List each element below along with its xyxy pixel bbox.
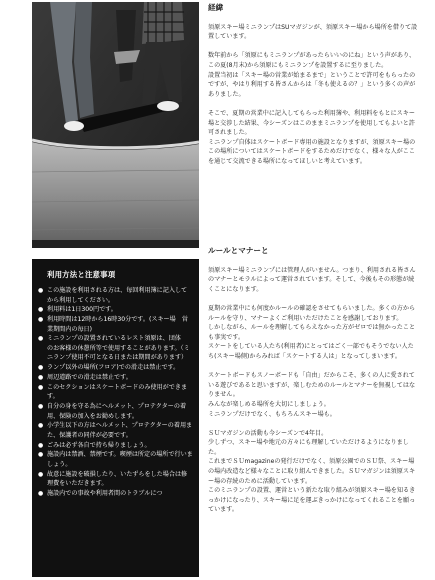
paragraph: ミニランプ自体はスケートボード専用の施設となりますが、須原スキー場のこの場所についてはスケートボードをするためだけでなく、様々な人がここを通じて交流できる場所になってほしいと考えています。 [208, 138, 416, 165]
paragraph: 数年前から「須原にもミニランプがあったらいいのにね」という声があり、この夏(8月末)から須原にもミニランプを設置するに至りました。 [208, 52, 416, 69]
notice-item: ● この施設を利用される方は、毎回利用簿に記入してから利用してください。 [38, 286, 193, 305]
notice-list [38, 286, 193, 499]
notice-item: ● ミニランプの設置されているレスト須原は、団体 のお客様の休憩所等で使用することがあります。（ミニランプ使用不可となる日または期間があります） [38, 334, 193, 363]
section-heading: ルールとマナーと [208, 246, 269, 255]
notice-item: ● 周辺道路での滑走は禁止です。 [38, 373, 193, 383]
notice-item: ● このセクションはスケートボードのみ使用ができます。 [38, 383, 193, 402]
rules-section [208, 245, 418, 515]
paragraph: そこで、夏期の営業中に記入してもらった利用簿や、利用料をもとにスキー場と交渉した結果、今シーズンはこのままミニランプを使用してもよいと許可されました。 [208, 109, 415, 137]
paragraph: 須原スキー場ミニランプには管理人がいません。つまり、利用される皆さんのマナーとモラルによって運営されています。そして、今後もその形態が続くことになります。 [208, 266, 416, 293]
notice-item: ● 小学生以下の方はヘルメット、プロテクターの着用また、保護者の同伴が必要です。 [38, 421, 193, 440]
paragraph: 少しずつ、スキー場や地元の方々にも理解していただけるようになりました。 [208, 439, 409, 456]
notice-item: ● ごみは必ず各自で持ち帰りましょう。 [38, 441, 193, 451]
notice-item: ● 利用料は1日300円です。 [38, 305, 193, 315]
paragraph: スケートをしている人たち(利用者)にとってはごく一部でもそうでない人たち(スキー場側)からみれば「スケートする人は」となってしまいます。 [208, 343, 414, 360]
paragraph: 須原スキー場ミニランプはSUマガジンが、須原スキー場から場所を借りて設置しています。 [208, 23, 418, 41]
paragraph: みんなが楽しめる場所を大切にしましょう。 [208, 400, 330, 408]
paragraph: ＳＵマガジンの活動も今シーズンで4年目。 [208, 429, 328, 437]
paragraph: 夏期の営業中にも何度かルールの確認をさせてもらいました。多くの方からルールを守り、マナーよくご利用いただけたことを感謝しております。 [208, 304, 416, 322]
notice-title: 利用方法と注意事項 [47, 270, 116, 279]
skateboard-ramp-photo [32, 2, 199, 248]
notice-item: ● 故意に施設を破損したり、いたずらをした場合は修理費をいただきます。 [38, 470, 193, 489]
notice-item: ● 施設内は禁酒、禁煙です。喫煙は所定の場所で行いましょう。 [38, 450, 193, 469]
history-section [208, 2, 418, 167]
paragraph: これまでＳＵmagazineの発行だけでなく、須原公園でのＳＵ祭、スキー場の場内改造など様々なことに取り組んできました。ＳＵマガジンは須原スキー場の存続のために活動しています。 [208, 458, 416, 485]
notice-item: ● 施設内での事故や利用者間のトラブルにつ [38, 489, 193, 499]
paragraph: ミニランプだけでなく、もちろんスキー場も。 [208, 410, 336, 418]
paragraph: このミニランプの設置、運営という新たな取り組みが須原スキー場を知るきっかけになったり、スキー場に足を運ぶきっかけになってくれることを願っています。 [208, 487, 416, 514]
paragraph: 設置当初は「スキー場の営業が始まるまで」ということで許可をもらったのですが、やはり利用する皆さんからは「冬も使えるの？」という多くの声がありました。 [208, 71, 416, 98]
notice-item: ● 利用時間は12時から16時30分です。(スキー場 営業期間内の毎日) [38, 315, 193, 334]
paragraph: しかしながら、ルールを理解してもらえなかった方がゼロでは無かったことも事実です。 [208, 324, 416, 341]
notice-item: ● 自分の身を守る為にヘルメット、プロテクターの着用、保険の加入をお勧めします。 [38, 402, 193, 421]
paragraph: スケートボードもスノーボードも「自由」だからこそ、多くの人に愛されている遊びであると思いますが、楽しむためのルールとマナーを無視してはなりません。 [208, 372, 416, 399]
notice-item: ● ランプ以外の場所(フロア)での滑走は禁止です。 [38, 363, 193, 373]
section-heading: 経緯 [208, 3, 224, 12]
usage-notice-box [32, 259, 199, 577]
